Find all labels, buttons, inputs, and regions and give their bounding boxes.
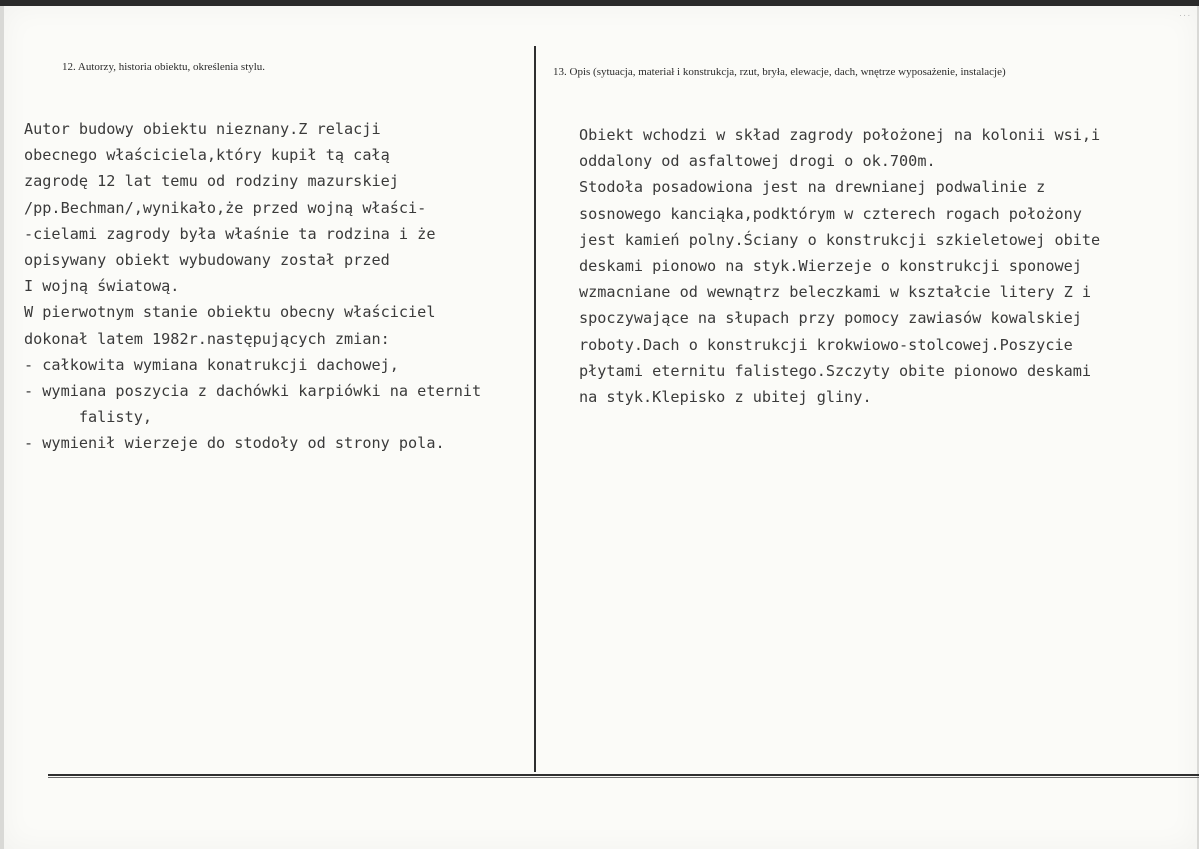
section-12-text	[24, 116, 481, 456]
typed-line: obecnego właściciela,który kupił tą całą	[24, 146, 390, 165]
typed-line: opisywany obiekt wybudowany został przed	[24, 250, 390, 269]
typed-line: płytami eternitu falistego.Szczyty obite pionowo deskami	[579, 361, 1092, 380]
typed-line: Obiekt wchodzi w skład zagrody położonej na kolonii wsi,i	[579, 126, 1101, 144]
bottom-rule	[48, 774, 1199, 776]
typed-line: falisty,	[24, 408, 153, 427]
typed-line: deskami pionowo na styk.Wierzeje o konstrukcji sponowej	[579, 256, 1082, 275]
section-13-text	[579, 122, 1100, 410]
section-12-heading: 12. Autorzy, historia obiektu, określenia stylu.	[62, 61, 266, 73]
typed-line: Stodoła posadowiona jest na drewnianej podwalinie z	[579, 178, 1046, 197]
bottom-rule-shadow	[48, 777, 1199, 778]
typed-line: /pp.Bechman/,wynikało,że przed wojną właści-	[24, 198, 427, 217]
typed-line: W pierwotnym stanie obiektu obecny właściciel	[24, 303, 436, 322]
typed-line: -cielami zagrody była właśnie ta rodzina i że	[24, 224, 436, 243]
typed-line: - całkowita wymiana konatrukcji dachowej,	[24, 355, 399, 374]
typed-line: spoczywające na słupach przy pomocy zawiasów kowalskiej	[579, 309, 1082, 328]
typed-line: - wymienił wierzeje do stodoły od strony pola.	[24, 434, 445, 453]
section-13-heading: 13. Opis (sytuacja, materiał i konstrukcja, rzut, bryła, elewacje, dach, wnętrze wyposażenie, instalacje)	[553, 66, 1006, 78]
column-divider	[534, 46, 536, 772]
document-sheet	[4, 6, 1197, 849]
typed-line: Autor budowy obiektu nieznany.Z relacji	[24, 120, 381, 138]
typed-line: jest kamień polny.Ściany o konstrukcji szkieletowej obite	[579, 230, 1101, 249]
typed-line: zagrodę 12 lat temu od rodziny mazurskiej	[24, 172, 399, 191]
typed-line: dokonał latem 1982r.następujących zmian:	[24, 329, 390, 348]
typed-line: - wymiana poszycia z dachówki karpiówki na eternit	[24, 381, 482, 400]
typed-line: I wojną światową.	[24, 277, 180, 296]
corner-mark: ...	[1178, 10, 1191, 18]
typed-line: sosnowego kanciąka,podktórym w czterech rogach położony	[579, 204, 1082, 223]
typed-line: oddalony od asfaltowej drogi o ok.700m.	[579, 152, 936, 171]
typed-line: na styk.Klepisko z ubitej gliny.	[579, 387, 872, 406]
typed-line: roboty.Dach o konstrukcji krokwiowo-stolcowej.Poszycie	[579, 335, 1073, 354]
typed-line: wzmacniane od wewnątrz beleczkami w kształcie litery Z i	[579, 283, 1092, 302]
